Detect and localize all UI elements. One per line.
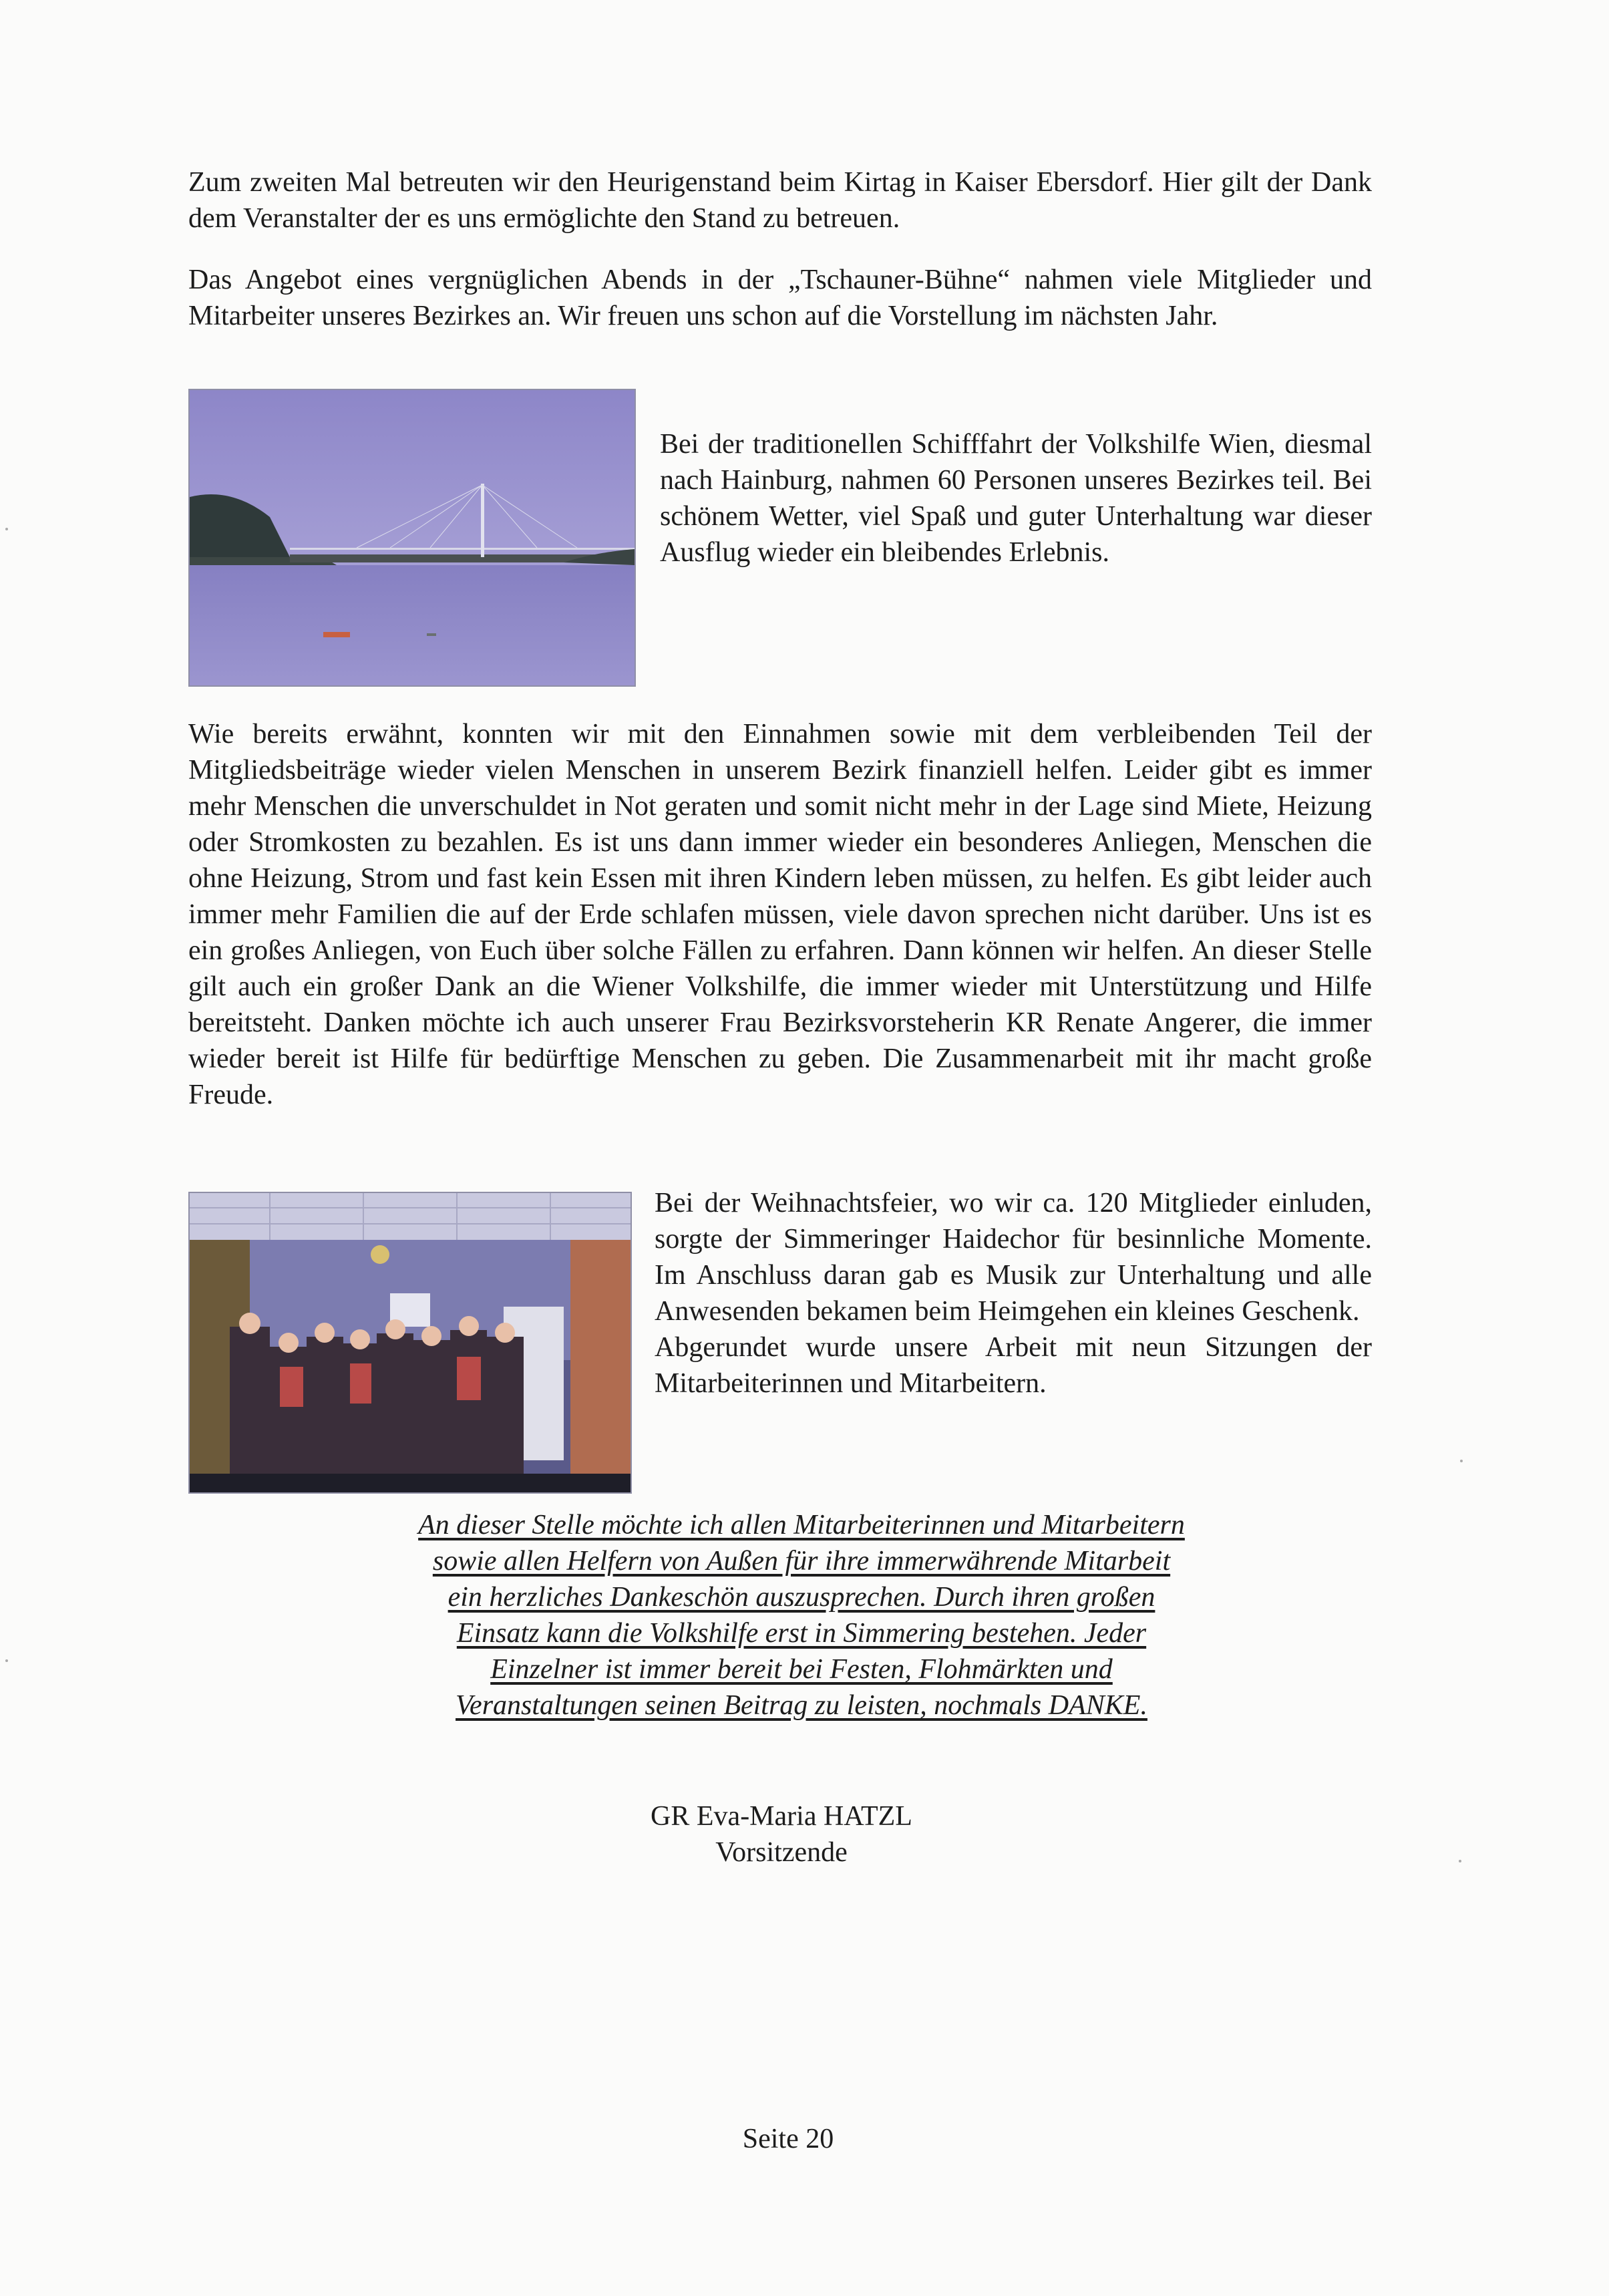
thanks-line: ein herzliches Dankeschön auszusprechen. Durch ihren großen <box>448 1582 1155 1613</box>
paragraph-text: Bei der traditionellen Schifffahrt der Volkshilfe Wien, diesmal nach Hainburg, nahmen 60 Personen unseres Bezirkes teil. Bei schönem Wetter, viel Spaß und guter Unterhaltung war dieser Ausflug wieder ein bleibendes Erlebnis. <box>660 429 1372 568</box>
thanks-line: sowie allen Helfern von Außen für ihre immerwährende Mitarbeit <box>432 1546 1171 1577</box>
signature-role: Vorsitzende <box>715 1837 848 1868</box>
thanks-line: Einzelner ist immer bereit bei Festen, Flohmärkten und <box>490 1654 1113 1685</box>
paragraph-text: Wie bereits erwähnt, konnten wir mit den Einnahmen sowie mit dem verbleibenden Teil der Mitgliedsbeiträge wieder vielen Menschen in unserem Bezirk finanziell helfen. Leider gibt es immer mehr Menschen die unverschuldet in Not geraten und somit nicht mehr in der Lage sind Miete, Heizung oder Stromkosten zu bezahlen. Es ist uns dann immer wieder ein besonderes Anliegen, Menschen die ohne Heizung, Strom und fast kein Essen mit ihren Kindern leben müssen, zu helfen. Es gibt leider auch immer mehr Familien die auf der Erde schlafen müssen, viele davon sprechen nicht darüber. Uns ist es ein großes Anliegen, von Euch über solche Fällen zu erfahren. Dann können wir helfen. An dieser Stelle gilt auch ein großer Dank an die Wiener Volkshilfe, die immer wieder mit Unterstützung und Hilfe bereitsteht. Danken möchte ich auch unserer Frau Bezirksvorsteherin KR Renate Angerer, die immer wieder bereit ist Hilfe für bedürftige Menschen zu geben. Die Zusammenarbeit mit ihr macht große Freude. <box>188 719 1372 1110</box>
paragraph-tschauner-buehne <box>188 262 1372 334</box>
paragraph-schifffahrt <box>660 426 1372 570</box>
paragraph-hilfe <box>188 716 1372 1113</box>
signature-block <box>534 1798 1029 1870</box>
signature-name: GR Eva-Maria HATZL <box>651 1801 912 1832</box>
scan-speck <box>5 1659 8 1662</box>
paragraph-weihnachtsfeier <box>655 1185 1372 1402</box>
photo-danube-bridge <box>188 389 636 687</box>
paragraph-heurigenstand <box>188 164 1372 236</box>
photo-christmas-party <box>188 1192 632 1494</box>
scan-speck <box>5 528 8 530</box>
thanks-message <box>281 1507 1322 1724</box>
paragraph-text: Abgerundet wurde unsere Arbeit mit neun Sitzungen der Mitarbeiterinnen und Mitarbeitern. <box>655 1332 1372 1399</box>
paragraph-text: Zum zweiten Mal betreuten wir den Heurigenstand beim Kirtag in Kaiser Ebersdorf. Hier gilt der Dank dem Veranstalter der es uns ermöglichte den Stand zu betreuen. <box>188 167 1372 234</box>
thanks-line: An dieser Stelle möchte ich allen Mitarbeiterinnen und Mitarbeitern <box>418 1510 1185 1540</box>
thanks-line: Einsatz kann die Volkshilfe erst in Simmering bestehen. Jeder <box>456 1618 1147 1649</box>
paragraph-text: Bei der Weihnachtsfeier, wo wir ca. 120 Mitglieder einluden, sorgte der Simmeringer Haidechor für besinnliche Momente. Im Anschluss daran gab es Musik zur Unterhaltung und alle Anwesenden bekamen beim Heimgehen ein kleines Geschenk. <box>655 1188 1372 1327</box>
scan-speck <box>1459 1860 1461 1862</box>
page-number: Seite 20 <box>742 2124 834 2154</box>
paragraph-text: Das Angebot eines vergnüglichen Abends in der „Tschauner-Bühne“ nahmen viele Mitglieder und Mitarbeiter unseres Bezirkes an. Wir freuen uns schon auf die Vorstellung im nächsten Jahr. <box>188 265 1372 331</box>
scan-speck <box>1460 1460 1463 1462</box>
thanks-line: Veranstaltungen seinen Beitrag zu leisten, nochmals DANKE. <box>456 1690 1147 1721</box>
